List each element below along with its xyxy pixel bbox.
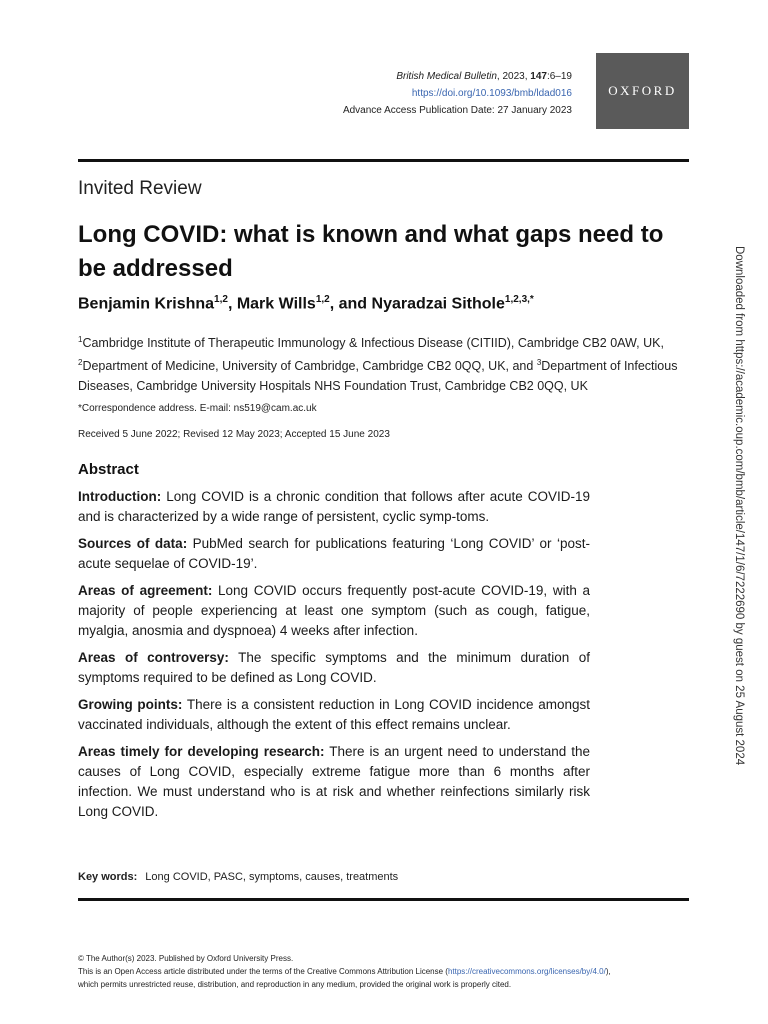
abstract-paragraph (78, 534, 590, 574)
affiliation-number: 3 (536, 358, 542, 368)
abstract-body (78, 487, 590, 829)
correspondence-address: *Correspondence address. E-mail: ns519@cam.ac.uk (78, 403, 317, 414)
author-name: Benjamin Krishna (78, 295, 215, 313)
abstract-text: There is a consistent reduction in Long COVID incidence amongst vaccinated individuals, although the extent of this effect remains unclear. (78, 697, 590, 732)
keywords (78, 871, 398, 883)
abstract-label: Areas of agreement: (78, 583, 213, 598)
oxford-logo: OXFORD (596, 53, 689, 129)
article-dates: Received 5 June 2022; Revised 12 May 2023; Accepted 15 June 2023 (78, 429, 390, 440)
journal-volume: 147 (530, 71, 547, 82)
license-line (78, 965, 698, 978)
citation-line (300, 68, 572, 85)
author-name: Mark Wills (236, 295, 316, 313)
affiliation-text: Cambridge Institute of Therapeutic Immunology & Infectious Disease (CITIID), Cambridge CB2 0AW, UK, (82, 336, 664, 351)
license-link[interactable]: https://creativecommons.org/licenses/by/4.0/ (447, 967, 606, 976)
copyright-line: © The Author(s) 2023. Published by Oxford University Press. (78, 954, 294, 963)
affiliations (78, 330, 693, 396)
abstract-paragraph (78, 487, 590, 527)
author-separator: , (227, 295, 237, 313)
abstract-paragraph (78, 695, 590, 735)
affiliation-number: 1 (78, 335, 83, 344)
affiliation-text: Department of Infectious Diseases, Cambridge University Hospitals NHS Foundation Trust, Cambridge CB2 0QQ, UK (78, 359, 678, 394)
license-text: This is an Open Access article distributed under the terms of the Creative Commons Attribution License ( (78, 967, 448, 976)
top-divider (78, 159, 689, 162)
journal-year: , 2023, (496, 71, 531, 82)
journal-pages: :6–19 (546, 71, 572, 82)
copyright-footer (78, 952, 698, 991)
abstract-paragraph (78, 742, 590, 822)
advance-access-date: Advance Access Publication Date: 27 January 2023 (342, 105, 572, 116)
abstract-text: Long COVID is a chronic condition that follows after acute COVID-19 and is characterized by a wide range of persistent, cyclic symp-toms. (78, 489, 590, 524)
affiliation-text: Department of Medicine, University of Cambridge, Cambridge CB2 0QQ, UK, and (82, 359, 537, 374)
author-list (78, 294, 534, 313)
doi-link[interactable]: https://doi.org/10.1093/bmb/ldad016 (411, 88, 572, 99)
article-type: Invited Review (78, 178, 202, 199)
article-title: Long COVID: what is known and what gaps need to be addressed (78, 221, 664, 282)
journal-name: British Medical Bulletin (396, 71, 497, 82)
license-text-end: ), (605, 967, 611, 976)
abstract-label: Introduction: (78, 489, 162, 504)
abstract-text: Long COVID occurs frequently post-acute COVID-19, with a majority of people experiencing at least one symptom (such as cough, fatigue, myalgia, anosmia and dyspnoea) 4 weeks after infection. (78, 583, 590, 638)
abstract-text: PubMed search for publications featuring ‘Long COVID’ or ‘post-acute sequelae of COVID-19’. (78, 536, 590, 571)
abstract-label: Areas of controversy: (78, 650, 229, 665)
author-affiliation-ref: 1,2,3,* (504, 294, 534, 305)
abstract-text: There is an urgent need to understand the causes of Long COVID, especially extreme fatigue more than 6 months after infection. We must understand who is at risk and whether reinfections similarly risk Long COVID. (78, 744, 590, 819)
abstract-label: Areas timely for developing research: (78, 744, 325, 759)
abstract-paragraph (78, 581, 590, 641)
license-line-2: which permits unrestricted reuse, distribution, and reproduction in any medium, provided the original work is properly cited. (78, 980, 512, 989)
bottom-divider (78, 898, 689, 901)
affiliation-number: 2 (78, 358, 83, 368)
author-affiliation-ref: 1,2 (315, 294, 330, 305)
journal-citation (300, 68, 572, 119)
keywords-label: Key words: (78, 871, 138, 883)
keywords-text: Long COVID, PASC, symptoms, causes, treatments (145, 871, 399, 883)
abstract-text: The specific symptoms and the minimum duration of symptoms required to be defined as Long COVID. (78, 650, 590, 685)
abstract-heading: Abstract (78, 461, 139, 478)
abstract-label: Growing points: (78, 697, 183, 712)
author-separator: , and (329, 295, 372, 313)
download-watermark: Downloaded from https://academic.oup.com/bmb/article/147/1/6/7222690 by guest on 25 August 2024 (733, 246, 745, 766)
author-name: Nyaradzai Sithole (371, 295, 505, 313)
abstract-paragraph (78, 648, 590, 688)
abstract-label: Sources of data: (78, 536, 188, 551)
author-affiliation-ref: 1,2 (214, 294, 228, 305)
